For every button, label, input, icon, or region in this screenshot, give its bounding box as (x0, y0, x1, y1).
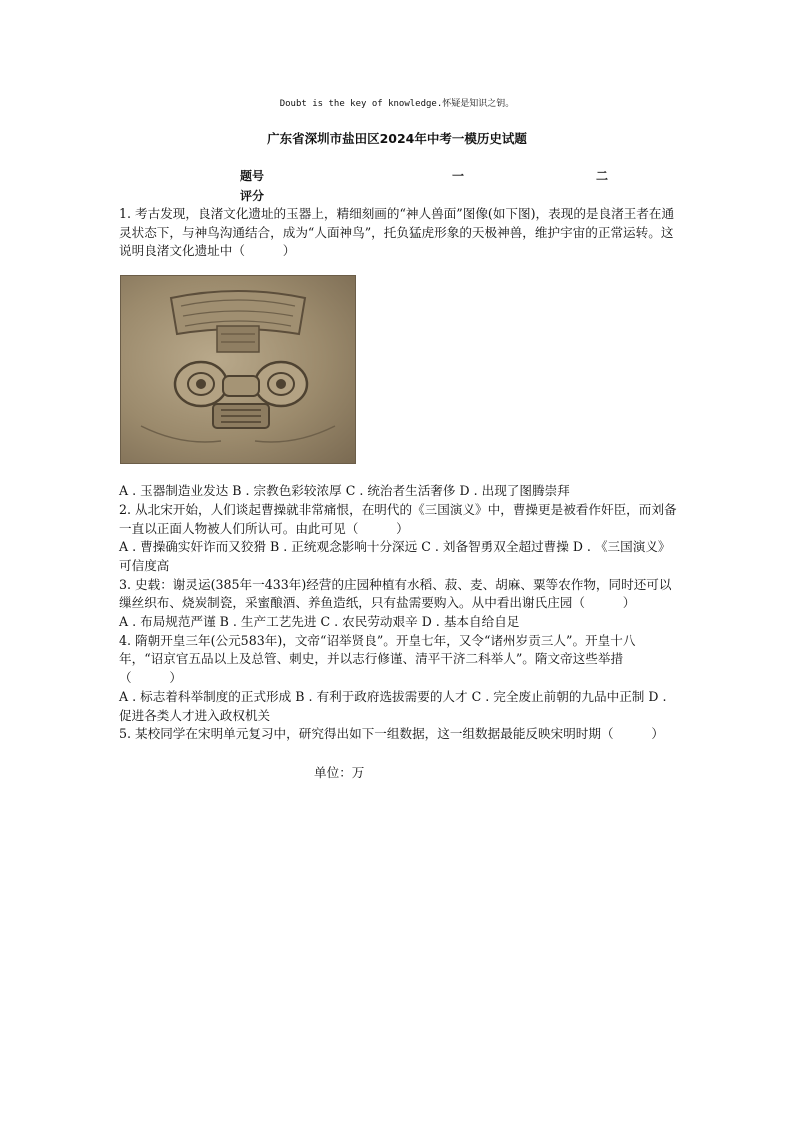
motto: Doubt is the key of knowledge.怀疑是知识之钥。 (279, 99, 515, 109)
score-row-label: 评分 (240, 189, 265, 203)
score-table (240, 167, 620, 207)
question-list (119, 205, 679, 783)
unit-label: 单位：万 (314, 764, 365, 780)
question-3-options: A . 布局规范严谨 B . 生产工艺先进 C . 农民劳动艰辛 D . 基本自给自足 (119, 614, 520, 630)
jade-carving-image (120, 275, 356, 464)
score-col-2: 二 (596, 169, 609, 183)
jade-carving-photo-icon (121, 276, 355, 463)
question-2-options: A . 曹操确实奸诈而又狡猾 B . 正统观念影响十分深远 C . 刘备智勇双全超过曹操 D . 《三国演义》可信度高 (119, 539, 671, 573)
question-1-options: A . 玉器制造业发达 B . 宗教色彩较浓厚 C . 统治者生活奢侈 D . 出现了图腾崇拜 (119, 483, 570, 499)
score-col-header: 题号 (240, 169, 265, 183)
score-value-row (240, 187, 620, 207)
score-col-1: 一 (452, 169, 465, 183)
page-title: 广东省深圳市盐田区2024年中考一模历史试题 (267, 131, 527, 146)
question-3-stem: 3. 史载：谢灵运(385年一433年)经营的庄园种植有水稻、菽、麦、胡麻、粟等农作物，同时还可以缫丝织布、烧炭制瓷，采蜜酿酒、养鱼造纸，只有盐需要购入。从中看出谢氏庄园（ ） (119, 576, 672, 611)
question-5-stem: 5. 某校同学在宋明单元复习中，研究得出如下一组数据，这一组数据最能反映宋明时期（ ） (119, 726, 664, 742)
question-4-stem: 4. 隋朝开皇三年(公元583年)，文帝“诏举贤良”。开皇七年，又令“诸州岁贡三人”。开皇十八年，“诏京官五品以上及总管、刺史，并以志行修谨、清平干济二科举人”。隋文帝这些举措（ ） (119, 632, 636, 686)
question-2-stem: 2. 从北宋开始，人们谈起曹操就非常痛恨，在明代的《三国演义》中，曹操更是被看作奸臣，而刘备一直以正面人物被人们所认可。由此可见（ ） (119, 501, 677, 536)
score-header-row (240, 167, 620, 187)
question-4-options: A . 标志着科举制度的正式形成 B . 有利于政府选拔需要的人才 C . 完全废止前朝的九品中正制 D . 促进各类人才进入政权机关 (119, 688, 667, 723)
question-1-stem: 1. 考古发现，良渚文化遗址的玉器上，精细刻画的“神人兽面”图像(如下图)，表现的是良渚王者在通灵状态下，与神鸟沟通结合，成为“人面神鸟”，托负猛虎形象的天极神兽，维护宇宙的正常运转。这说明良渚文化遗址中（ ） (119, 206, 675, 259)
